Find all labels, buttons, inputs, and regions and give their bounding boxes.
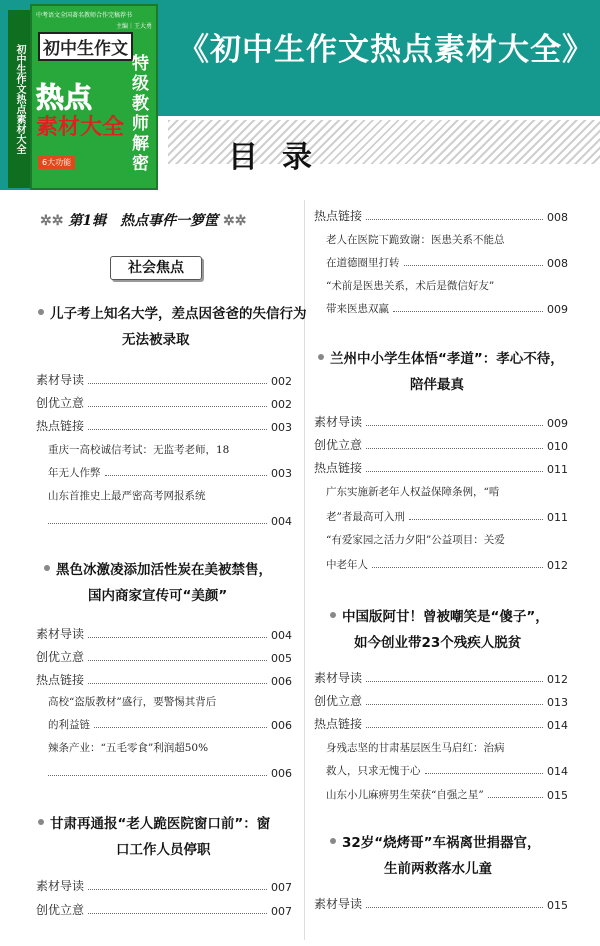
sub-entry-text[interactable]: 老人在医院下跪致谢：医患关系不能总 xyxy=(326,234,505,246)
leader-dots xyxy=(404,265,544,266)
entry-page: 002 xyxy=(271,398,292,411)
toc-entry[interactable] xyxy=(36,624,292,642)
section-title[interactable]: 儿子考上知名大学，差点因爸爸的失信行为 xyxy=(50,306,307,322)
sub-entry-text[interactable]: 重庆一高校诚信考试：无监考老师，18 xyxy=(48,444,230,456)
entry-page: 004 xyxy=(271,629,292,642)
chapter-heading xyxy=(40,210,246,230)
entry-page: 006 xyxy=(271,719,292,732)
toc-entry[interactable] xyxy=(36,647,292,665)
entry-label: 在道德圈里打转 xyxy=(326,257,400,269)
entry-page: 008 xyxy=(547,257,568,270)
leader-dots xyxy=(366,727,543,728)
sub-entry[interactable] xyxy=(48,462,292,480)
leader-dots xyxy=(88,406,267,407)
entry-label: 中老年人 xyxy=(326,559,368,571)
entry-page: 007 xyxy=(271,905,292,918)
bullet-icon xyxy=(330,838,336,844)
sub-entry-text[interactable]: 山东首推史上最严密高考网报系统 xyxy=(48,490,206,502)
leader-dots xyxy=(366,219,543,220)
entry-page: 003 xyxy=(271,467,292,480)
entry-label: 热点链接 xyxy=(36,419,85,433)
entry-label: 年无人作弊 xyxy=(48,467,101,479)
entry-label: 热点链接 xyxy=(314,461,363,475)
entry-page: 009 xyxy=(547,417,568,430)
sub-entry-text[interactable]: 辣条产业：“五毛零食”利润超50% xyxy=(48,742,209,754)
entry-page: 009 xyxy=(547,303,568,316)
entry-label: 创优立意 xyxy=(36,903,85,917)
book-badge: 6大功能 xyxy=(38,156,75,169)
leader-dots xyxy=(88,637,267,638)
bullet-icon xyxy=(38,819,44,825)
page-title: 《初中生作文热点素材大全》 xyxy=(178,32,594,68)
bullet-icon xyxy=(330,612,336,618)
entry-page: 013 xyxy=(547,696,568,709)
leader-dots xyxy=(88,660,267,661)
leader-dots xyxy=(88,429,267,430)
gear-icon: ✲✲ xyxy=(222,213,247,229)
entry-label: 热点链接 xyxy=(314,717,363,731)
sub-entry[interactable] xyxy=(326,784,568,802)
sub-entry-text[interactable]: “有爱家园之活力夕阳”公益项目：关爱 xyxy=(326,534,505,546)
entry-page: 015 xyxy=(547,899,568,912)
sub-entry-text[interactable]: 高校“盗版教材”盛行，要警惕其背后 xyxy=(48,696,217,708)
toc-entry[interactable] xyxy=(314,714,568,732)
entry-label: 带来医患双赢 xyxy=(326,303,389,315)
entry-label: 创优立意 xyxy=(36,650,85,664)
sub-entry[interactable] xyxy=(48,762,292,780)
section-title[interactable]: 中国版阿甘！曾被嘲笑是“傻子”， xyxy=(342,609,549,625)
leader-dots xyxy=(425,773,544,774)
leader-dots xyxy=(372,567,543,568)
toc-entry[interactable] xyxy=(314,668,568,686)
entry-label: 老”者最高可入刑 xyxy=(326,511,405,523)
entry-page: 014 xyxy=(547,719,568,732)
entry-label: 素材导读 xyxy=(314,897,363,911)
entry-page: 002 xyxy=(271,375,292,388)
book-top-text xyxy=(36,10,152,30)
entry-page: 007 xyxy=(271,881,292,894)
entry-label: 素材导读 xyxy=(36,373,85,387)
leader-dots xyxy=(88,683,267,684)
section-title[interactable]: 甘肃再通报“老人跪医院窗口前”：窗 xyxy=(50,816,271,832)
leader-dots xyxy=(366,448,543,449)
toc-entry[interactable] xyxy=(314,412,568,430)
sub-entry-text[interactable]: “术前是医患关系，术后是微信好友” xyxy=(326,280,495,292)
entry-label: 素材导读 xyxy=(36,879,85,893)
entry-page: 005 xyxy=(271,652,292,665)
entry-page: 010 xyxy=(547,440,568,453)
book-front xyxy=(30,4,158,190)
bullet-icon xyxy=(318,354,324,360)
leader-dots xyxy=(409,519,543,520)
sub-entry[interactable] xyxy=(48,714,292,732)
entry-label: 创优立意 xyxy=(314,694,363,708)
entry-page: 006 xyxy=(271,767,292,780)
sub-entry-text[interactable]: 身残志坚的甘肃基层医生马启红：治病 xyxy=(326,742,505,754)
gear-icon: ✲✲ xyxy=(40,213,64,229)
section-title[interactable]: 无法被录取 xyxy=(122,332,190,348)
entry-page: 012 xyxy=(547,673,568,686)
bullet-icon xyxy=(38,309,44,315)
entry-label: 创优立意 xyxy=(36,396,85,410)
leader-dots xyxy=(88,913,267,914)
sub-entry[interactable] xyxy=(326,554,568,572)
entry-label: 救人，只求无愧于心 xyxy=(326,765,421,777)
section-title[interactable]: 国内商家宣传可“美颜” xyxy=(88,588,228,604)
entry-label: 的利益链 xyxy=(48,719,90,731)
toc-entry[interactable] xyxy=(314,894,568,912)
book-cover-image xyxy=(8,4,158,194)
leader-dots xyxy=(393,311,543,312)
leader-dots xyxy=(366,704,543,705)
entry-page: 011 xyxy=(547,511,568,524)
toc-entry[interactable] xyxy=(314,458,568,476)
entry-label: 素材导读 xyxy=(314,671,363,685)
entry-page: 004 xyxy=(271,515,292,528)
bullet-icon xyxy=(44,565,50,571)
category-heading: 社会焦点 xyxy=(110,256,202,280)
toc-entry[interactable] xyxy=(36,670,292,688)
entry-label: 热点链接 xyxy=(36,673,85,687)
sub-entry[interactable] xyxy=(326,506,568,524)
entry-label: 创优立意 xyxy=(314,438,363,452)
book-title-line3: 素材大全 xyxy=(36,115,125,140)
toc-entry[interactable] xyxy=(36,416,292,434)
section-title[interactable]: 如今创业带23个残疾人脱贫 xyxy=(354,635,522,651)
leader-dots xyxy=(94,727,267,728)
book-title-line1: 初中生作文 xyxy=(38,32,133,61)
toc-entry[interactable] xyxy=(314,435,568,453)
sub-entry[interactable] xyxy=(326,298,568,316)
toc-entry[interactable] xyxy=(36,900,292,918)
sub-entry[interactable] xyxy=(48,510,292,528)
sub-entry[interactable] xyxy=(326,252,568,270)
sub-entry-text[interactable]: 广东实施新老年人权益保障条例，“啃 xyxy=(326,486,500,498)
leader-dots xyxy=(366,681,543,682)
entry-label: 素材导读 xyxy=(314,415,363,429)
section-title[interactable]: 32岁“烧烤哥”车祸离世捐器官， xyxy=(342,835,541,851)
toc-entry[interactable] xyxy=(36,876,292,894)
toc-entry[interactable] xyxy=(314,206,568,224)
book-slogan: 中考语文全国著名教师合作完稿荐书 xyxy=(36,12,133,19)
section-title[interactable]: 口工作人员停职 xyxy=(116,842,211,858)
book-side-text: 特级教师解密 xyxy=(132,54,149,174)
entry-page: 012 xyxy=(547,559,568,572)
toc-entry[interactable] xyxy=(36,370,292,388)
entry-label: 热点链接 xyxy=(314,209,363,223)
leader-dots xyxy=(488,797,543,798)
entry-label: 山东小儿麻痹男生荣获“自强之星” xyxy=(326,789,484,801)
toc-title: 目录 xyxy=(228,140,336,175)
entry-page: 015 xyxy=(547,789,568,802)
leader-dots xyxy=(366,471,543,472)
entry-label: 素材导读 xyxy=(36,627,85,641)
entry-page: 008 xyxy=(547,211,568,224)
section-title[interactable]: 兰州中小学生体悟“孝道”：孝心不待， xyxy=(330,351,564,367)
entry-page: 003 xyxy=(271,421,292,434)
leader-dots xyxy=(88,889,267,890)
entry-page: 006 xyxy=(271,675,292,688)
section-title[interactable]: 黑色冰激凌添加活性炭在美被禁售， xyxy=(56,562,272,578)
leader-dots xyxy=(366,425,543,426)
entry-page: 011 xyxy=(547,463,568,476)
section-title[interactable]: 生前两救落水儿童 xyxy=(384,861,492,877)
book-editor: 主编｜王大勇 xyxy=(115,23,152,30)
leader-dots xyxy=(105,475,268,476)
sub-entry[interactable] xyxy=(326,760,568,778)
toc-entry[interactable] xyxy=(36,393,292,411)
entry-page: 014 xyxy=(547,765,568,778)
leader-dots xyxy=(88,383,267,384)
leader-dots xyxy=(48,523,267,524)
leader-dots xyxy=(48,775,267,776)
leader-dots xyxy=(366,907,543,908)
chapter-title: 第1辑 热点事件一箩筐 xyxy=(68,213,219,229)
book-title-line2: 热点 xyxy=(36,81,93,114)
book-spine: 初中生作文热点素材大全 xyxy=(8,10,30,188)
toc-entry[interactable] xyxy=(314,691,568,709)
section-title[interactable]: 陪伴最真 xyxy=(410,377,464,393)
